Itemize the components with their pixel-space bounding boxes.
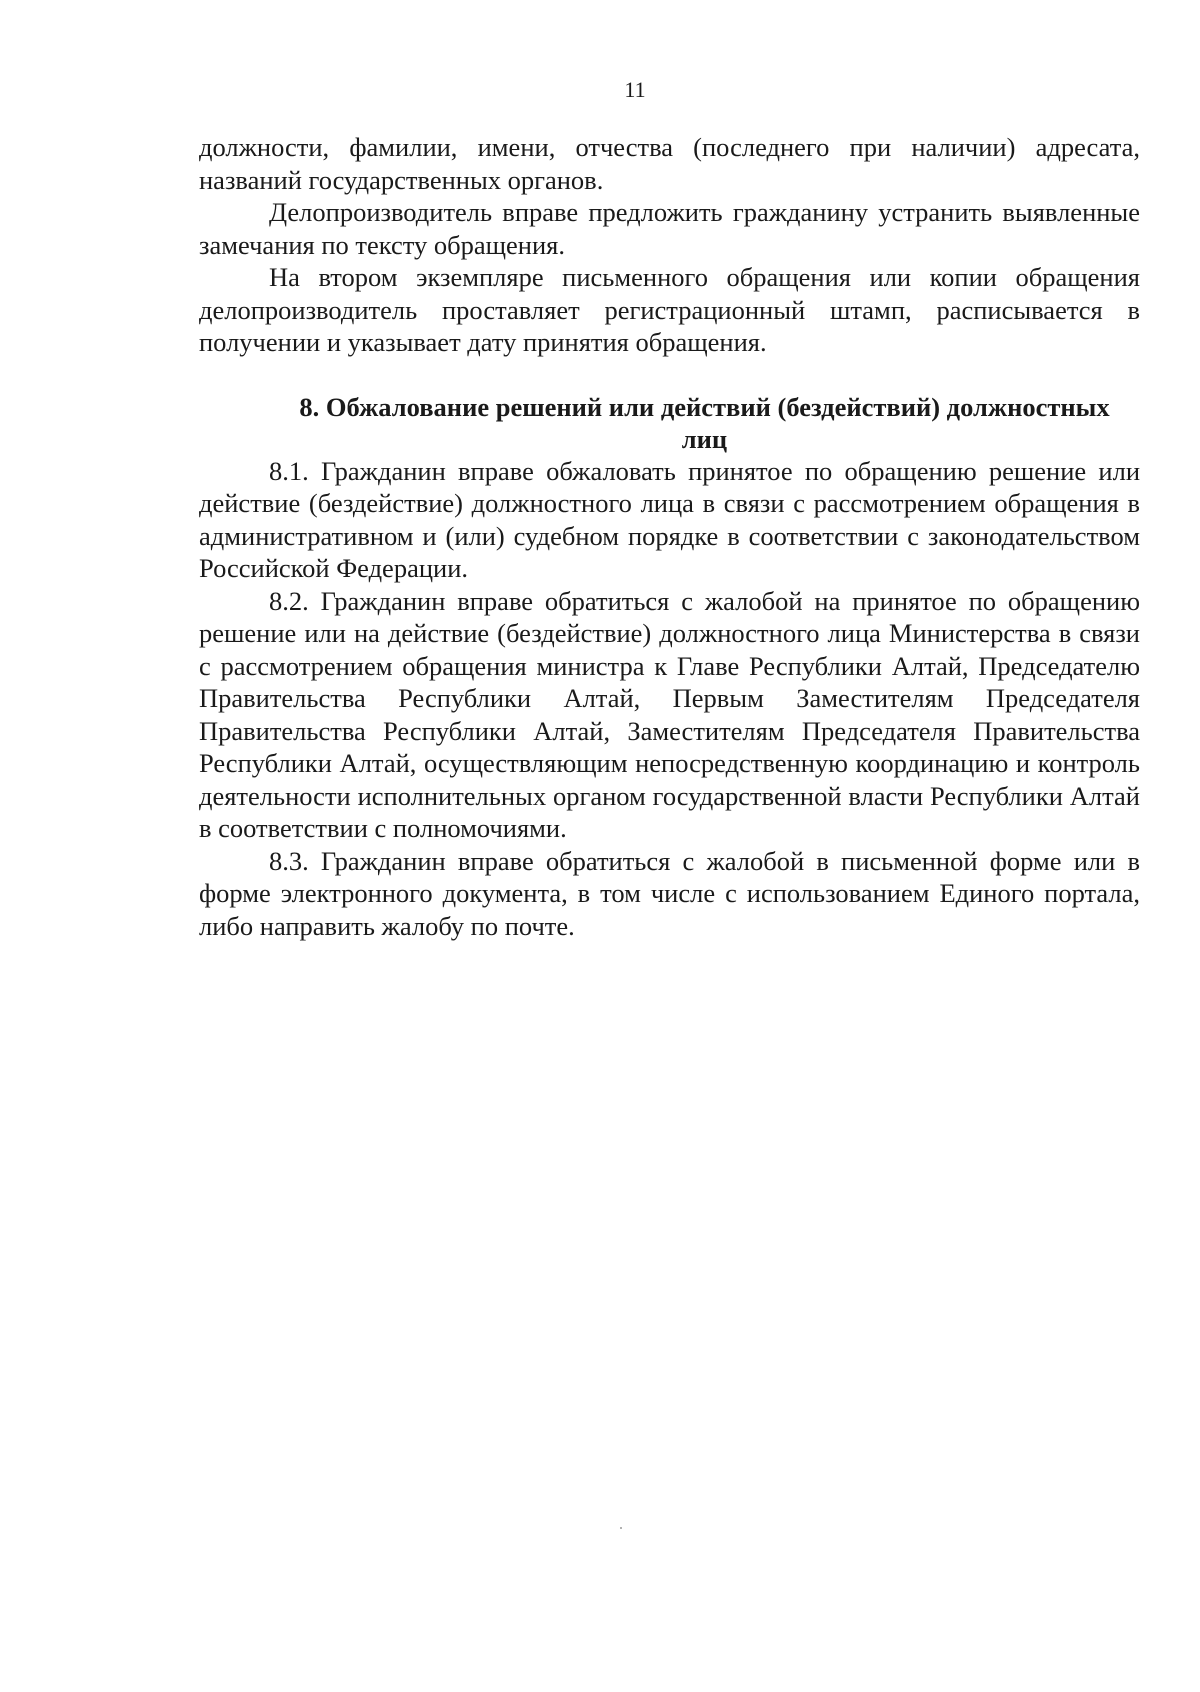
- document-body: [199, 131, 1140, 942]
- page-number: 11: [624, 77, 646, 102]
- clause-8-2: 8.2. Гражданин вправе обратиться с жалобой на принятое по обращению решение или на действие (бездействие) должностного лица Министерства в связи с рассмотрением обращения министра к Главе Республики Алтай, Председателю Правительства Республики Алтай, Первым Заместителям Председателя Правительства Республики Алтай, Заместителям Председателя Правительства Республики Алтай, осуществляющим непосредственную координацию и контроль деятельности исполнительных органом государственной власти Республики Алтай в соответствии с полномочиями.: [199, 585, 1140, 843]
- section-heading-line-1: 8. Обжалование решений или действий (бездействий) должностных: [299, 391, 1110, 422]
- section-heading: [199, 391, 1140, 455]
- paragraph-continuation: должности, фамилии, имени, отчества (последнего при наличии) адресата, названий государственных органов.: [199, 132, 1140, 195]
- scan-artifact-dot: [620, 1527, 622, 1529]
- paragraph-clerk-remarks: Делопроизводитель вправе предложить гражданину устранить выявленные замечания по тексту обращения.: [199, 197, 1140, 260]
- paragraph-registration-stamp: На втором экземпляре письменного обращения или копии обращения делопроизводитель проставляет регистрационный штамп, расписывается в получении и указывает дату принятия обращения.: [199, 262, 1140, 357]
- clause-8-1: 8.1. Гражданин вправе обжаловать принятое по обращению решение или действие (бездействие) должностного лица в связи с рассмотрением обращения в административном и (или) судебном порядке в соответствии с законодательством Российской Федерации.: [199, 455, 1140, 583]
- section-heading-line-2: лиц: [681, 423, 728, 454]
- clause-8-3: 8.3. Гражданин вправе обратиться с жалобой в письменной форме или в форме электронного документа, в том числе с использованием Единого портала, либо направить жалобу по почте.: [199, 845, 1140, 941]
